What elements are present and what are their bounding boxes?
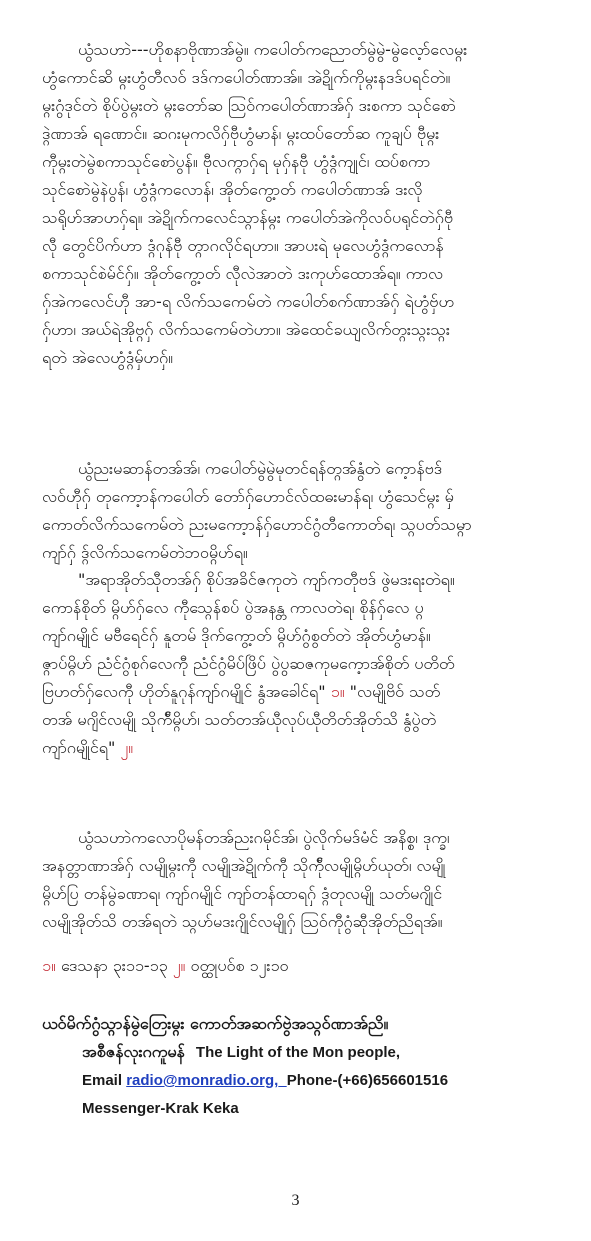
quote-segment: "လမျိုဗိဝ် သတ် <box>349 682 441 701</box>
text-line: ရတဲ အဲလေဟွံဒ္ဂံမှ်ဟဂှ်။ <box>42 348 174 367</box>
paragraph-4 <box>42 824 554 936</box>
footnote-ref-mark-2: ၂။ <box>172 956 186 975</box>
text-line: လဝ်ဟီုဂှ် တုကော့ာန်ကပေါတ် တော်ဂှ်ဟောင်လ်ထဓးမာန်ရ၊ ဟွံသေင်မ္ဂး မှ် <box>42 487 454 506</box>
text-line: ဇ္ဂာပ်မ္ဂိဟ် ညံင်ဂွံစုဂ်လေကီု ညံင်ဂွံမိပ်ဖြိပ် ပွဲပွဆဇကုမကေ့ာအ်စိုတ် ပတိတ် <box>42 654 455 673</box>
text-line <box>42 678 554 706</box>
footnote-ref-text-1: ဒေသနာ ၃း၁၁-၁၃ <box>60 956 168 975</box>
phone-number: Phone-(+66)656601516 <box>286 1072 449 1089</box>
email-phone-row <box>42 1067 448 1095</box>
text-line: ကျာ်ဂှ် ဒ္ဂ်လိက်သကေမ်တဲဘဝမ္ဂိဟ်ရ။ <box>42 543 248 562</box>
contact-block <box>42 1010 448 1123</box>
text-line: သုင်စောဲမွဲနဲပွန်၊ ဟွံဒ္ဂံကလောန်၊ အိုတ်ကွေ့ာတ် ကပေါတ်ဏာအ် ဒးလို <box>42 180 423 199</box>
text-line: လမျိုအိုတ်သိ တအ်ရတဲ သ္ဂဟ်မဒးဂျိုင်လမျိုဂှ် ဩဝ်ကီုဂွံဆီုအိုတ်ညိရအ်။ <box>42 912 443 931</box>
text-line: ဟွံကောင်ဆိ မ္ဂးဟွံတီလဝ် ဒဒ်ကပေါတ်ဏာအ်။ အဲဍိုက်ကိုမ္ဂးနဒဒ်ပရင်တဲ။ <box>42 68 451 87</box>
text-line <box>42 734 554 762</box>
text-line: ကျာ်ဂမျိုင် မဗီရေင်ဂှ် နူတမ် ဒိုက်ကွေ့ာတ် မ္ဂိဟ်ဂွံစွတ်တဲ အိုတ်ဟွံမာန်။ <box>42 626 431 645</box>
text-line: လီု တွေင်ပိက်ဟာ ဒ္ဂံဂုန်ဗီု တ္ဂာဂလိုင်ရဟာ။ အာပးရဲ မုလေဟွံဒ္ဂံကလောန် <box>42 236 444 255</box>
paragraph-3-quote <box>42 566 554 762</box>
text-line: ဒ္ဂဲဏာအ် ရဏောင်။ ဆဂးမုကလိဂှ်ဗီုဟွံမာန်၊ မ္ဂးထပ်တော်ဆ ကူချပ် ဗီုမ္ဂး <box>42 124 440 143</box>
text-line: မ္ဂိဟ်ပြ တန်မွဲခဏာရ၊ ကျာ်ဂမျိုင် ကျာ်တန်ထာရဂှ် ဒ္ဂံတုလမျို သတ်မဂျိုင် <box>42 884 443 903</box>
text-line: သရိုဟ်အာဟဂှ်ရ။ အဲဍိုက်ကလေင်သ္ဂာန်မ္ဂး ကပေါတ်အဲကိုလဝ်ပရုင်တဲဂှ်ဗီု <box>42 208 454 227</box>
organization-english: The Light of the Mon people, <box>195 1044 401 1061</box>
contact-heading: ယဝ်မိက်ဂွံသ္ဂာန်မွဲတြေးမ္ဂး ကောတ်အဆက်ဗွဲအသ္ဂဝ်ဏာအ်ညိ။ <box>42 1014 389 1033</box>
text-line: ယွံသဟာဲကလောပိုမန်တအ်ညးဂမိုင်အ်၊ ပွဲလိုက်မဒ်မံင် အနိစ္စ၊ ဒုက္ခ၊ <box>78 828 450 847</box>
text-line: ဂှ်အဲကလေင်ဟီု အာ-ရ လိက်သကေမ်တဲ ကပေါတ်စက်ဏာအ်ဂှ် ရဲဟွံဗှ်ဟ <box>42 292 455 311</box>
paragraph-2 <box>42 455 554 567</box>
messenger-row: Messenger-Krak Keka <box>82 1100 239 1117</box>
text-line: တအ် မဂျိင်လမျို သိုက်ီမ္ဂိဟ်၊ သတ်တအ်ယီုလုပ်ယီုတိတ်အိုတ်သိ နွံပွဲတဲ <box>42 710 437 729</box>
organization-mon: အစီဇန်လုးဂကူမန် <box>82 1042 185 1061</box>
quote-segment: ကျာ်ဂမျိုင်ရ" <box>42 738 121 757</box>
email-label: Email <box>82 1072 123 1089</box>
text-line: "အရာအိုတ်သီုတအ်ဂှ် စိုပ်အခိင်ဇကုတဲ ကျာ်ကတီုဗဒ် ဖွဲမဒးရးတဲရ။ <box>78 570 455 589</box>
footnote-mark-2: ၂။ <box>120 738 134 757</box>
footnote-mark-1: ၁။ <box>330 682 345 701</box>
text-line: စကာသုင်စဲမ်င်ဂှ်။ အိုတ်ကွေ့ာတ် လီုလဲအာတဲ ဒးကုဟ်ထောအ်ရ။ ကာလ <box>42 264 443 283</box>
page-number: 3 <box>291 1192 300 1209</box>
footnote-ref-mark-1: ၁။ <box>42 956 56 975</box>
text-line: ယွံသဟာဲ---ဟိုစနာဗိုဏာအ်မွဲ။ ကပေါတ်ကညောတ်မွဲမွဲ-မွဲလေ့ာ်လေမ္ဂး <box>78 40 468 59</box>
footnote-references <box>42 952 288 980</box>
email-link[interactable]: radio@monradio.org, <box>126 1072 279 1089</box>
text-line: မ္ဂးဂွံဒုင်တဲ စိုပ်ပွဲမ္ဂးတဲ မ္ဂးတော်ဆ ဩဝ်ကပေါတ်ဏာအ်ဂှ် ဒးစကာ သုင်စောဲ <box>42 96 456 115</box>
text-line: ကီုမ္ဂးတဲမွဲစကာသုင်စောဲပွန်။ ဗီုလက္ဂာဂှ်ရ မုဂှ်နဗီု ဟွံဒ္ဂံကျုင်၊ ထပ်စကာ <box>42 152 431 171</box>
text-line: ကောန်စိုတ် မ္ဂိဟ်ဂှ်လေ ကီုသ္ဂေန်စပ် ပွဲအနန္တ ကာလတဲရ၊ စိုန်ဂှ်လေ ပ္ဂ <box>42 598 424 617</box>
text-line: ယွံညးမဆာန်တအ်အ်၊ ကပေါတ်မွဲမွဲမုတင်ရန်တ္ဂအ်နွံတဲ ကေ့ာန်ဗဒ် <box>78 459 443 478</box>
organization-row <box>42 1038 448 1067</box>
quote-segment: ဗြဟတ်ဂှ်လေကီု ဟိုတ်နူဂုန်ကျာ်ဂမျိုင် နွံအခေါင်ရ" <box>42 682 331 701</box>
text-line: ကောတ်လိက်သကေမ်တဲ ညးမကော့ာန်ဂှ်ဟောင်ဂွံတီကောတ်ရ၊ သ္ဂပတ်သမ္ဂာ <box>42 515 472 534</box>
paragraph-1 <box>42 36 554 372</box>
text-line: အနတ္တာဏာအ်ဂှ် လမျိုမ္ဂးကီု လမျိုအဲဍိုက်ကီု သိုက်ီုလမျိုမ္ဂိဟ်ယုတ်၊ လမျို <box>42 856 446 875</box>
footnote-ref-text-2: ဝတ္ထုပဝ်စ ၁၂း၁၀ <box>190 956 289 975</box>
text-line: ဂှ်ဟာ၊ အယ်ရဲအိုဗ္ဂဂှ် လိက်သကေမ်တဲဟာ။ အဲထေင်ခယျလိက်တ္ဂးသ္ဂးသ္ဂး <box>42 320 450 339</box>
